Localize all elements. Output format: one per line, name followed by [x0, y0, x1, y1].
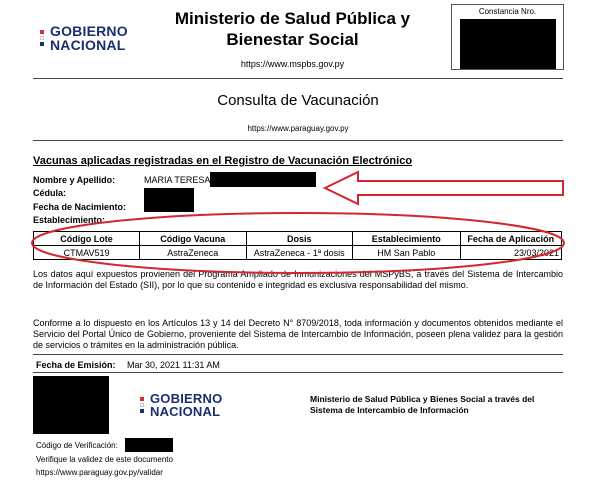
- logo-line1: GOBIERNO: [150, 391, 223, 406]
- title-url: https://www.paraguay.gov.py: [247, 124, 349, 133]
- table-cell: AstraZeneca - 1ª dosis: [246, 246, 352, 260]
- legal-paragraph: Conforme a lo dispuesto en los Artículos 13 y 14 del Decreto N° 8709/2018, toda información y documentos obtenidos mediante el Servicio del Portal Único de Gobierno, proveniente del Sistema de Intercambio de Información, poseen plena validez para la gestión de servicios o trámites en la administración pública.: [33, 318, 563, 350]
- disclaimer-paragraph: Los datos aquí expuestos provienen del Programa Ampliado de Inmunizaciones del MSPyBS, a través del Sistema de Intercambio de Información del Estado (SII), por lo que su contenido e integridad es exclusiva responsabilidad del mismo.: [33, 269, 563, 290]
- footer-ministry-text: [310, 394, 534, 416]
- name-label: Nombre y Apellido:: [33, 175, 116, 185]
- emission-value: Mar 30, 2021 11:31 AM: [127, 360, 220, 370]
- establishment-label: Establecimiento:: [33, 215, 106, 225]
- col-header: Código Vacuna: [140, 232, 246, 246]
- divider: [33, 354, 563, 355]
- logo-line1: GOBIERNO: [50, 23, 128, 39]
- col-header: Fecha de Aplicación: [460, 232, 561, 246]
- footer-ministry-line1: Ministerio de Salud Pública y Bienes Social a través del: [310, 394, 535, 404]
- ministry-title-line2: Bienestar Social: [226, 30, 359, 49]
- footer-ministry-line2: Sistema de Intercambio de Información: [310, 405, 469, 415]
- cedula-label: Cédula:: [33, 188, 67, 198]
- verification-code-redacted: [125, 438, 173, 452]
- birth-label: Fecha de Nacimiento:: [33, 202, 127, 212]
- qr-code-redacted: [33, 376, 109, 434]
- table-cell: 23/03/2021: [460, 246, 561, 260]
- verify-url-link[interactable]: https://www.paraguay.gov.py/validar: [36, 468, 163, 477]
- table-cell: HM San Pablo: [352, 246, 460, 260]
- logo-line2: NACIONAL: [150, 404, 221, 419]
- flag-icon: [140, 396, 144, 414]
- emission-label: Fecha de Emisión:: [36, 360, 116, 370]
- section-heading: Vacunas aplicadas registradas en el Registro de Vacunación Electrónico: [33, 155, 413, 167]
- name-value: MARIA TERESA: [144, 175, 211, 185]
- highlight-ellipse: [32, 213, 564, 273]
- verification-label: Código de Verificación:: [36, 441, 118, 450]
- constancia-label: Constancia Nro.: [478, 7, 537, 16]
- divider: [33, 372, 563, 373]
- gobierno-nacional-logo-footer: [140, 392, 222, 418]
- verify-hint: Verifique la validez de este documento: [36, 455, 173, 464]
- table-cell: CTMAV519: [34, 246, 140, 260]
- table-cell: AstraZeneca: [140, 246, 246, 260]
- col-header: Dosis: [246, 232, 352, 246]
- pointer-arrow: [325, 172, 563, 204]
- ministry-url: https://www.mspbs.gov.py: [240, 59, 345, 69]
- page-title: Consulta de Vacunación: [217, 92, 379, 109]
- col-header: Establecimiento: [352, 232, 460, 246]
- col-header: Código Lote: [34, 232, 140, 246]
- logo-line2: NACIONAL: [50, 37, 126, 53]
- ministry-title-line1: Ministerio de Salud Pública y: [174, 9, 411, 28]
